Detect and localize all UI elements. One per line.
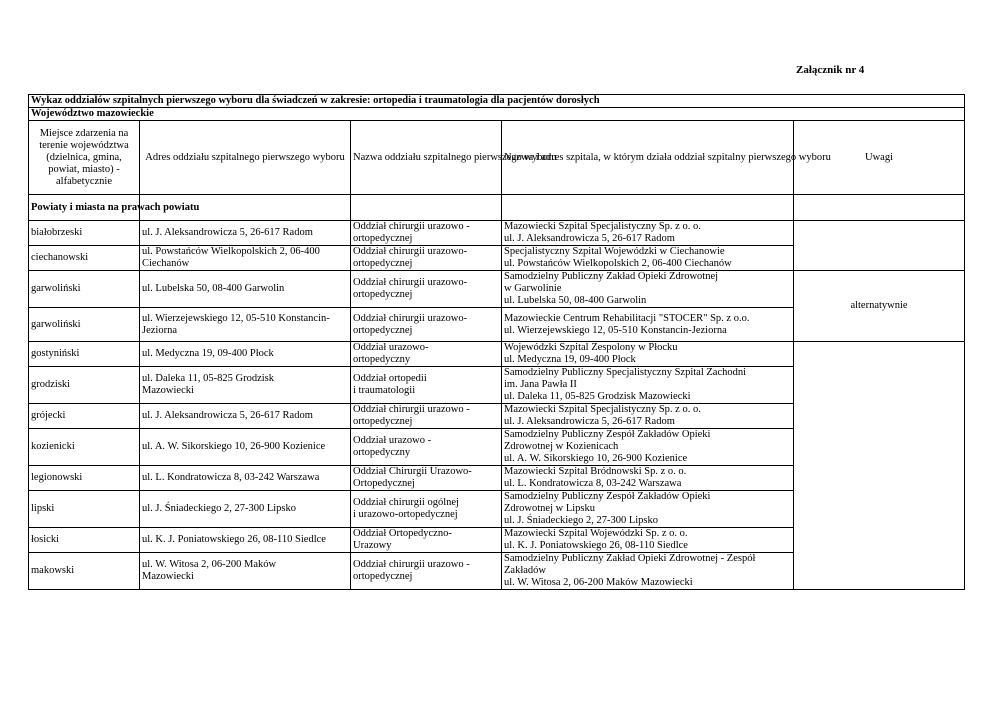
table-row <box>29 271 965 308</box>
hospital-line: im. Jana Pawła II <box>504 379 577 390</box>
address-line: ul. J. Aleksandrowicza 5, 26-617 Radom <box>142 410 313 421</box>
hospital-cell <box>502 342 794 367</box>
place-cell: kozienicki <box>29 429 140 466</box>
hospital-line: Mazowiecki Szpital Specjalistyczny Sp. z o. o. <box>504 404 701 415</box>
ward-cell <box>351 367 502 404</box>
hospital-line: ul. K. J. Poniatowskiego 26, 08-110 Siedlce <box>504 540 688 551</box>
header-remarks: Uwagi <box>794 121 965 195</box>
address-line: ul. J. Aleksandrowicza 5, 26-617 Radom <box>142 227 313 238</box>
ward-line: Ortopedycznej <box>353 478 415 489</box>
address-cell <box>140 308 351 342</box>
ward-line: Oddział Ortopedyczno- <box>353 528 452 539</box>
header-place: Miejsce zdarzenia na terenie województwa (dzielnica, gmina, powiat, miasto) - alfabetycznie <box>29 121 140 195</box>
hospital-cell <box>502 221 794 246</box>
ward-cell <box>351 491 502 528</box>
hospital-line: ul. A. W. Sikorskiego 10, 26-900 Kozienice <box>504 453 688 464</box>
place-cell: makowski <box>29 553 140 590</box>
ward-line: Oddział urazowo - <box>353 435 432 446</box>
ward-cell <box>351 528 502 553</box>
place-cell: ciechanowski <box>29 246 140 271</box>
ward-line: Oddział chirurgii urazowo- <box>353 246 468 257</box>
hospital-line: ul. J. Aleksandrowicza 5, 26-617 Radom <box>504 233 675 244</box>
hospital-table <box>28 94 965 590</box>
hospital-cell <box>502 491 794 528</box>
place-cell: legionowski <box>29 466 140 491</box>
ward-line: ortopedyczny <box>353 447 411 458</box>
ward-line: i traumatologii <box>353 385 416 396</box>
address-line: ul. A. W. Sikorskiego 10, 26-900 Kozienice <box>142 441 326 452</box>
hospital-cell <box>502 367 794 404</box>
place-cell: grodziski <box>29 367 140 404</box>
address-line: ul. Wierzejewskiego 12, 05-510 Konstancin- <box>142 312 330 324</box>
hospital-line: Mazowiecki Szpital Wojewódzki Sp. z o. o. <box>504 528 688 539</box>
address-line: Mazowiecki <box>142 385 194 396</box>
ward-line: Oddział chirurgii urazowo - <box>353 221 470 232</box>
ward-cell <box>351 466 502 491</box>
ward-line: ortopedycznej <box>353 233 413 244</box>
hospital-line: Samodzielny Publiczny Zespół Zakładów Opieki <box>504 491 711 502</box>
address-cell <box>140 429 351 466</box>
place-cell: gostyniński <box>29 342 140 367</box>
hospital-cell <box>502 553 794 590</box>
empty-cell <box>351 195 502 221</box>
place-cell: lipski <box>29 491 140 528</box>
header-address: Adres oddziału szpitalnego pierwszego wyboru <box>140 121 351 195</box>
hospital-line: Samodzielny Publiczny Zakład Opieki Zdrowotnej - Zespół <box>504 553 756 564</box>
annex-label: Załącznik nr 4 <box>796 64 865 76</box>
hospital-line: Zdrowotnej w Kozienicach <box>504 441 619 452</box>
address-cell <box>140 246 351 271</box>
remarks-cell <box>794 342 965 590</box>
hospital-line: ul. J. Śniadeckiego 2, 27-300 Lipsko <box>504 515 658 526</box>
hospital-line: Samodzielny Publiczny Zakład Opieki Zdrowotnej <box>504 271 719 282</box>
hospital-line: ul. W. Witosa 2, 06-200 Maków Mazowiecki <box>504 577 693 588</box>
hospital-line: Mazowiecki Szpital Specjalistyczny Sp. z o. o. <box>504 221 701 232</box>
address-line: ul. Powstańców Wielkopolskich 2, 06-400 <box>142 246 320 257</box>
hospital-cell <box>502 429 794 466</box>
ward-line: ortopedycznej <box>353 571 413 582</box>
ward-line: Oddział urazowo- <box>353 342 429 353</box>
section-label: Powiaty i miasta na prawach powiatu <box>29 195 140 221</box>
place-cell: grójecki <box>29 404 140 429</box>
hospital-cell <box>502 404 794 429</box>
ward-line: ortopedyczny <box>353 354 411 365</box>
place-cell: łosicki <box>29 528 140 553</box>
hospital-cell <box>502 466 794 491</box>
hospital-line: ul. L. Kondratowicza 8, 03-242 Warszawa <box>504 478 682 489</box>
ward-line: Oddział chirurgii urazowo - <box>353 404 470 415</box>
address-cell <box>140 271 351 308</box>
hospital-line: w Garwolinie <box>504 283 562 294</box>
address-cell <box>140 221 351 246</box>
table-title: Wykaz oddziałów szpitalnych pierwszego wyboru dla świadczeń w zakresie: ortopedia i traumatologia dla pacjentów dorosłych <box>29 95 965 108</box>
hospital-cell <box>502 308 794 342</box>
table-row <box>29 221 965 246</box>
ward-line: Oddział chirurgii urazowo - <box>353 559 470 570</box>
ward-line: i urazowo-ortopedycznej <box>353 509 458 520</box>
hospital-line: Zakładów <box>504 565 546 576</box>
ward-line: ortopedycznej <box>353 258 413 269</box>
address-line: Ciechanów <box>142 258 190 269</box>
ward-line: Oddział ortopedii <box>353 373 427 384</box>
hospital-cell <box>502 271 794 308</box>
address-line: Jeziorna <box>142 324 177 336</box>
hospital-line: Zdrowotnej w Lipsku <box>504 503 595 514</box>
hospital-cell <box>502 246 794 271</box>
header-ward: Nazwa oddziału szpitalnego pierwszego wyboru <box>351 121 502 195</box>
address-line: ul. J. Śniadeckiego 2, 27-300 Lipsko <box>142 503 296 514</box>
hospital-line: ul. Lubelska 50, 08-400 Garwolin <box>504 295 647 306</box>
table-row <box>29 342 965 367</box>
remarks-alternatywnie: alternatywnie <box>794 271 965 342</box>
header-hospital: Nazwa i adres szpitala, w którym działa oddział szpitalny pierwszego wyboru <box>502 121 794 195</box>
hospital-line: Samodzielny Publiczny Zespół Zakładów Opieki <box>504 429 711 440</box>
hospital-line: Mazowiecki Szpital Bródnowski Sp. z o. o. <box>504 466 687 477</box>
hospital-line: ul. Powstańców Wielkopolskich 2, 06-400 Ciechanów <box>504 258 732 269</box>
address-line: Mazowiecki <box>142 571 194 582</box>
hospital-line: ul. Daleka 11, 05-825 Grodzisk Mazowiecki <box>504 391 691 402</box>
hospital-line: Specjalistyczny Szpital Wojewódzki w Ciechanowie <box>504 246 725 257</box>
address-cell <box>140 404 351 429</box>
ward-line: ortopedycznej <box>353 324 413 336</box>
address-cell <box>140 491 351 528</box>
hospital-cell <box>502 528 794 553</box>
place-cell: garwoliński <box>29 308 140 342</box>
ward-line: ortopedycznej <box>353 416 413 427</box>
place-cell: garwoliński <box>29 271 140 308</box>
ward-line: Urazowy <box>353 540 392 551</box>
empty-cell <box>502 195 794 221</box>
ward-cell <box>351 342 502 367</box>
ward-line: Oddział Chirurgii Urazowo- <box>353 466 472 477</box>
ward-cell <box>351 221 502 246</box>
address-cell <box>140 553 351 590</box>
place-cell: białobrzeski <box>29 221 140 246</box>
hospital-line: ul. Wierzejewskiego 12, 05-510 Konstancin-Jeziorna <box>504 324 727 336</box>
address-cell <box>140 367 351 404</box>
address-cell <box>140 528 351 553</box>
ward-line: Oddział chirurgii ogólnej <box>353 497 459 508</box>
address-cell <box>140 466 351 491</box>
ward-cell <box>351 246 502 271</box>
address-line: ul. K. J. Poniatowskiego 26, 08-110 Siedlce <box>142 534 326 545</box>
empty-cell <box>794 195 965 221</box>
hospital-line: Samodzielny Publiczny Specjalistyczny Szpital Zachodni <box>504 367 747 378</box>
address-cell <box>140 342 351 367</box>
address-line: ul. Lubelska 50, 08-400 Garwolin <box>142 283 285 294</box>
hospital-line: Mazowieckie Centrum Rehabilitacji "STOCER" Sp. z o.o. <box>504 312 750 324</box>
ward-cell <box>351 271 502 308</box>
ward-cell <box>351 429 502 466</box>
address-line: ul. L. Kondratowicza 8, 03-242 Warszawa <box>142 472 320 483</box>
ward-cell <box>351 404 502 429</box>
ward-line: Oddział chirurgii urazowo- <box>353 312 468 324</box>
hospital-line: ul. J. Aleksandrowicza 5, 26-617 Radom <box>504 416 675 427</box>
ward-cell <box>351 553 502 590</box>
hospital-line: Wojewódzki Szpital Zespolony w Płocku <box>504 342 678 353</box>
address-line: ul. Medyczna 19, 09-400 Płock <box>142 348 274 359</box>
ward-line: Oddział chirurgii urazowo- <box>353 277 468 288</box>
address-line: ul. Daleka 11, 05-825 Grodzisk <box>142 373 274 384</box>
ward-cell <box>351 308 502 342</box>
hospital-line: ul. Medyczna 19, 09-400 Płock <box>504 354 636 365</box>
ward-line: ortopedycznej <box>353 289 413 300</box>
remarks-cell <box>794 221 965 271</box>
region-name: Województwo mazowieckie <box>29 108 965 121</box>
address-line: ul. W. Witosa 2, 06-200 Maków <box>142 559 277 570</box>
